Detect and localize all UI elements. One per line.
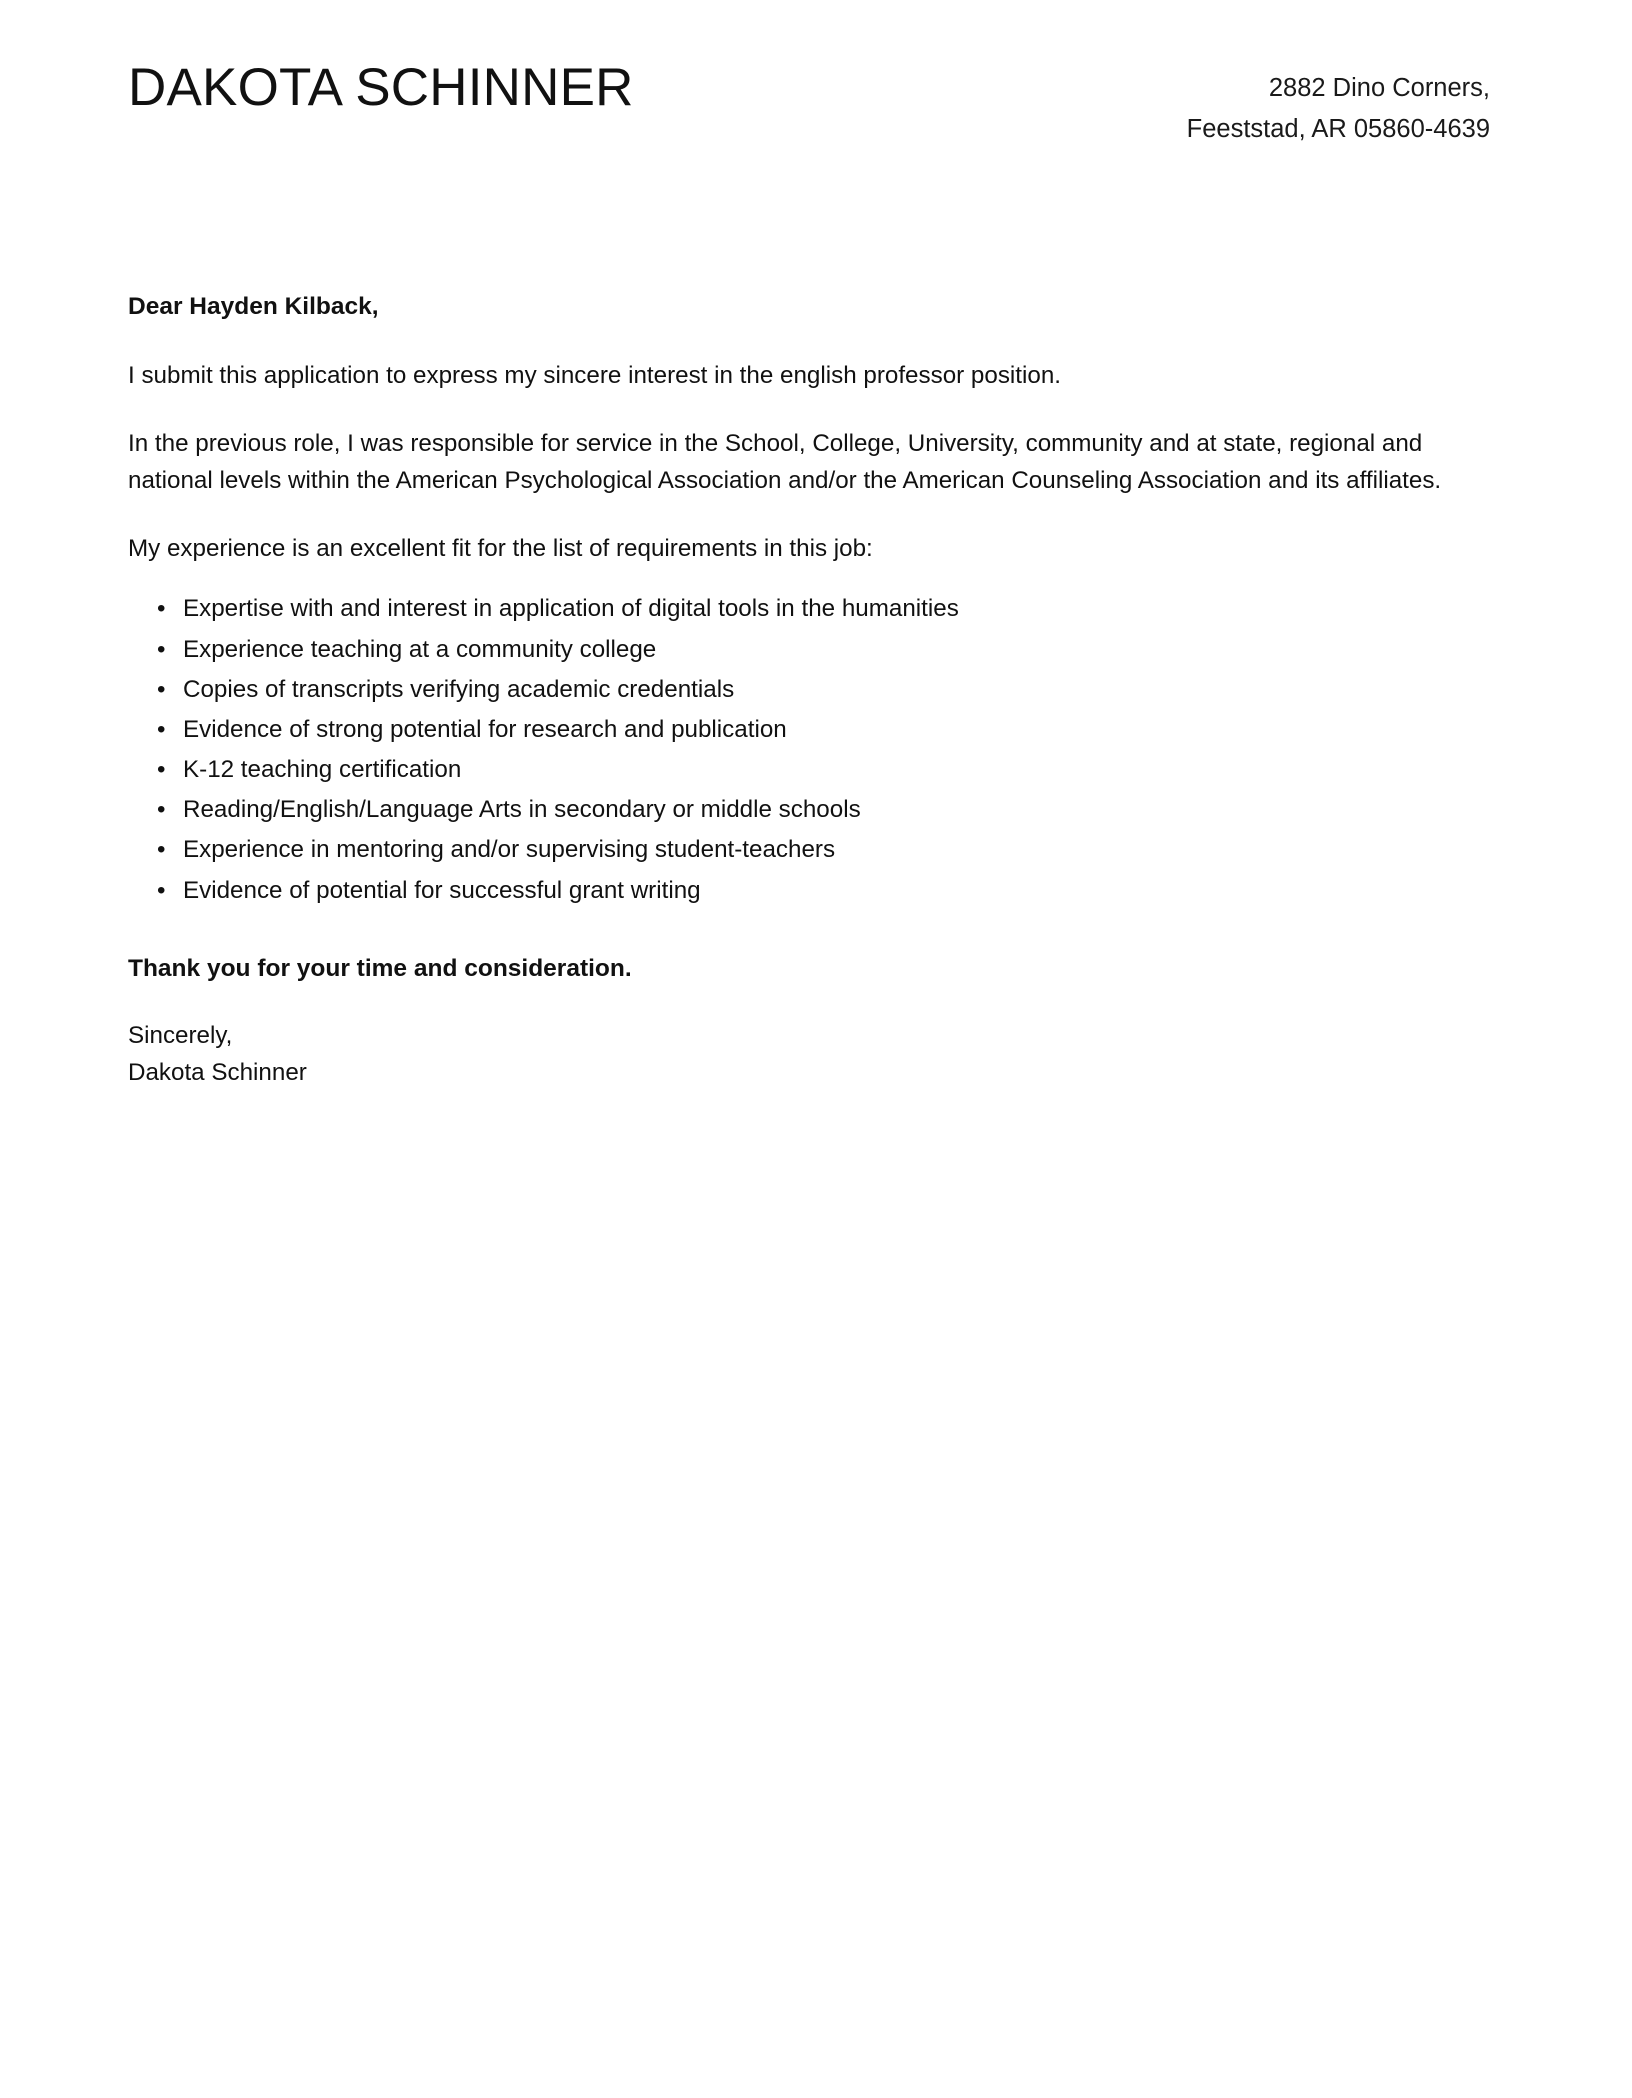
list-item: [128, 871, 1492, 911]
requirements-lead-in: My experience is an excellent fit for the list of requirements in this job:: [128, 534, 873, 562]
body-paragraph: In the previous role, I was responsible for service in the School, College, University, community and at state, regional and national levels within the American Psychological Association and/or the American Counseling Association and its affiliates.: [128, 430, 1442, 494]
bullet-icon: •: [157, 715, 166, 743]
list-item: [128, 630, 1492, 670]
bullet-icon: •: [157, 796, 166, 824]
bullet-icon: •: [157, 756, 166, 784]
requirements-list: [128, 589, 1492, 910]
list-item-label: Experience teaching at a community college: [183, 635, 657, 663]
list-item: [128, 589, 1492, 629]
bullet-icon: •: [157, 675, 166, 703]
bullet-icon: •: [157, 595, 166, 623]
signature-name: Dakota Schinner: [128, 1058, 307, 1086]
list-item-label: K-12 teaching certification: [183, 756, 462, 784]
bullet-icon: •: [157, 836, 166, 864]
list-item-label: Copies of transcripts verifying academic credentials: [183, 675, 735, 703]
letter-header: [128, 58, 1490, 151]
list-item-label: Experience in mentoring and/or supervising student-teachers: [183, 836, 836, 864]
page-title: DAKOTA SCHINNER: [128, 58, 634, 117]
list-item-label: Expertise with and interest in application of digital tools in the humanities: [183, 595, 959, 623]
contact-address-block: [1187, 58, 1490, 151]
list-item: [128, 790, 1492, 830]
salutation: Dear Hayden Kilback,: [128, 293, 379, 320]
list-item: [128, 830, 1492, 870]
list-item: [128, 710, 1492, 750]
closing-thanks: Thank you for your time and consideration.: [128, 954, 632, 982]
address-line-street: 2882 Dino Corners,: [1268, 74, 1490, 102]
list-item-label: Evidence of strong potential for research and publication: [183, 715, 787, 743]
bullet-icon: •: [157, 635, 166, 663]
list-item-label: Evidence of potential for successful grant writing: [183, 876, 701, 904]
list-item: [128, 670, 1492, 710]
signoff-block: [128, 1018, 1492, 1092]
signoff-salutation: Sincerely,: [128, 1021, 233, 1049]
letter-body: [128, 288, 1492, 1092]
list-item: [128, 750, 1492, 790]
address-line-city-state-zip: Feeststad, AR 05860-4639: [1186, 115, 1490, 144]
bullet-icon: •: [157, 876, 166, 904]
intro-paragraph: I submit this application to express my sincere interest in the english professor position.: [128, 362, 1062, 390]
list-item-label: Reading/English/Language Arts in secondary or middle schools: [183, 796, 861, 824]
